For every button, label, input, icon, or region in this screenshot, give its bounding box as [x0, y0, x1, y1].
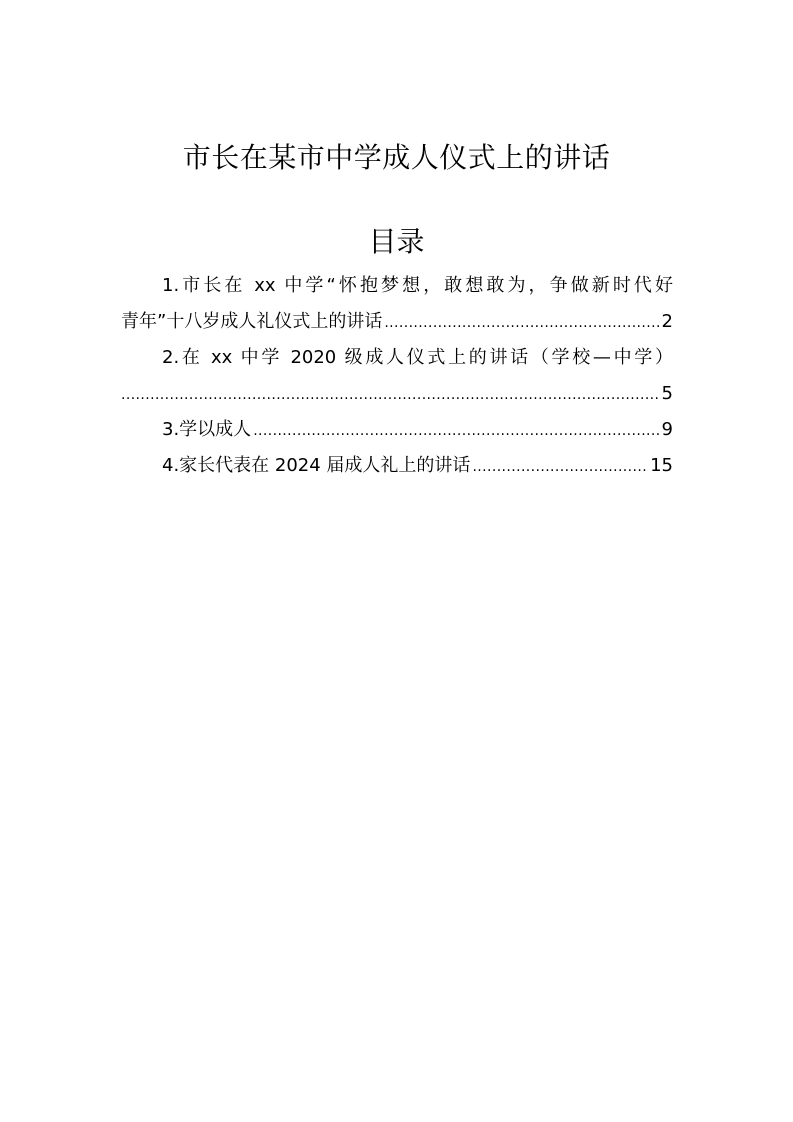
toc-entry-1-line-2 — [121, 304, 673, 340]
toc-entry-1[interactable] — [121, 268, 673, 340]
toc-entry-4[interactable] — [121, 448, 673, 484]
table-of-contents — [121, 268, 673, 484]
toc-entry-1-text-line-2: 青年”十八岁成人礼仪式上的讲话 — [121, 311, 383, 332]
toc-entry-3-line — [121, 412, 673, 448]
toc-entry-4-text: 4.家长代表在 2024 届成人礼上的讲话 — [162, 455, 471, 476]
toc-entry-3-page-number: 9 — [661, 419, 673, 440]
toc-entry-3-dot-leader — [253, 413, 659, 448]
toc-entry-4-page-number: 15 — [650, 455, 673, 476]
toc-entry-1-line-1 — [121, 268, 673, 304]
toc-entry-3-text: 3.学以成人 — [162, 419, 252, 440]
document-title: 市长在某市中学成人仪式上的讲话 — [182, 141, 611, 174]
toc-entry-1-text-line-1: 1.市长在 xx 中学“怀抱梦想，敢想敢为，争做新时代好 — [162, 275, 673, 296]
toc-heading: 目录 — [368, 225, 425, 258]
toc-entry-3[interactable] — [121, 412, 673, 448]
toc-entry-1-page-number: 2 — [661, 311, 673, 332]
toc-entry-4-line — [121, 448, 673, 484]
toc-entry-2-line-2 — [121, 376, 673, 412]
toc-entry-2[interactable] — [121, 340, 673, 412]
toc-entry-2-text-line-1: 2.在 xx 中学 2020 级成人仪式上的讲话（学校—中学） — [162, 347, 673, 368]
toc-entry-1-dot-leader — [384, 305, 659, 340]
toc-entry-2-page-number: 5 — [661, 383, 673, 404]
toc-entry-4-dot-leader — [472, 449, 648, 484]
toc-entry-2-dot-leader — [121, 377, 660, 412]
toc-entry-2-line-1 — [121, 340, 673, 376]
